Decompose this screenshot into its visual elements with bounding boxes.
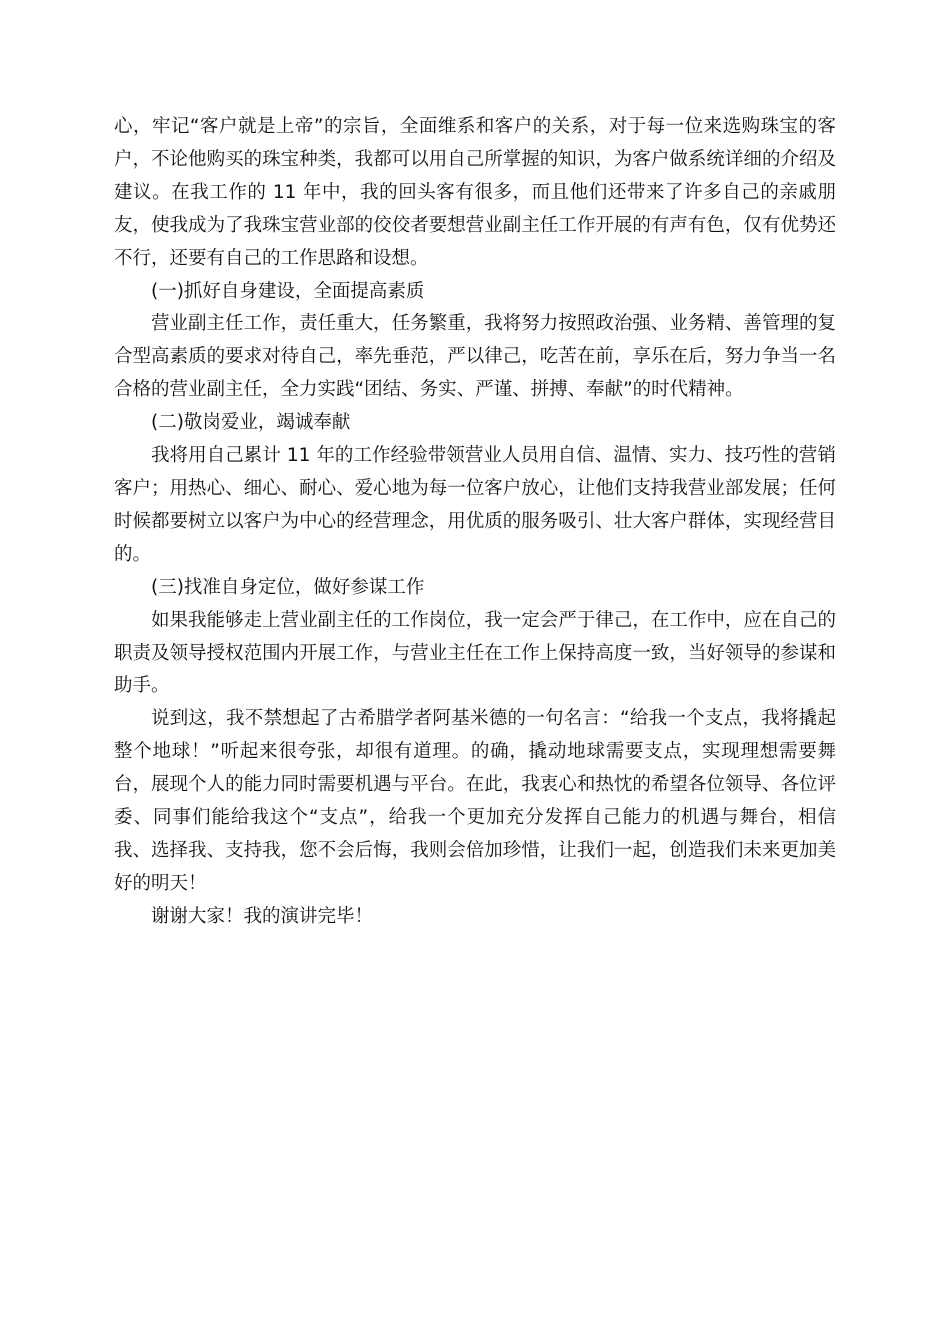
section-heading-1: (一)抓好自身建设，全面提高素质 xyxy=(151,280,425,302)
section-heading-2: (二)敬岗爱业，竭诚奉献 xyxy=(151,412,351,434)
paragraph-closing: 谢谢大家！我的演讲完毕！ xyxy=(151,905,374,927)
section-heading-3: (三)找准自身定位，做好参谋工作 xyxy=(151,576,425,598)
paragraph-conclusion: 说到这，我不禁想起了古希腊学者阿基米德的一句名言：“给我一个支点，我将撬起整个地球！”听起来很夸张，却很有道理。的确，撬动地球需要支点，实现理想需要舞台，展现个人的能力同时需要机遇与平台。在此，我衷心和热忱的希望各位领导、各位评委、同事们能给我这个“支点”，给我一个更加充分发挥自己能力的机遇与舞台，相信我、选择我、支持我，您不会后悔，我则会倍加珍惜，让我们一起，创造我们未来更加美好的明天！ xyxy=(114,708,836,894)
document-page xyxy=(114,111,836,934)
paragraph-section-2: 我将用自己累计 11 年的工作经验带领营业人员用自信、温情、实力、技巧性的营销客户；用热心、细心、耐心、爱心地为每一位客户放心，让他们支持我营业部发展；任何时候都要树立以客户为中心的经营理念，用优质的服务吸引、壮大客户群体，实现经营目的。 xyxy=(114,445,836,565)
paragraph-intro-continued: 心，牢记“客户就是上帝”的宗旨，全面维系和客户的关系，对于每一位来选购珠宝的客户，不论他购买的珠宝种类，我都可以用自己所掌握的知识，为客户做系统详细的介绍及建议。在我工作的 11 年中，我的回头客有很多，而且他们还带来了许多自己的亲戚朋友，使我成为了我珠宝营业部的佼佼者要想营业副主任工作开展的有声有色，仅有优势还不行，还要有自己的工作思路和设想。 xyxy=(114,116,836,269)
paragraph-section-1: 营业副主任工作，责任重大，任务繁重，我将努力按照政治强、业务精、善管理的复合型高素质的要求对待自己，率先垂范，严以律己，吃苦在前，享乐在后，努力争当一名合格的营业副主任，全力实践“团结、务实、严谨、拼搏、奉献”的时代精神。 xyxy=(114,313,836,401)
paragraph-section-3: 如果我能够走上营业副主任的工作岗位，我一定会严于律己，在工作中，应在自己的职责及领导授权范围内开展工作，与营业主任在工作上保持高度一致，当好领导的参谋和助手。 xyxy=(114,609,836,697)
